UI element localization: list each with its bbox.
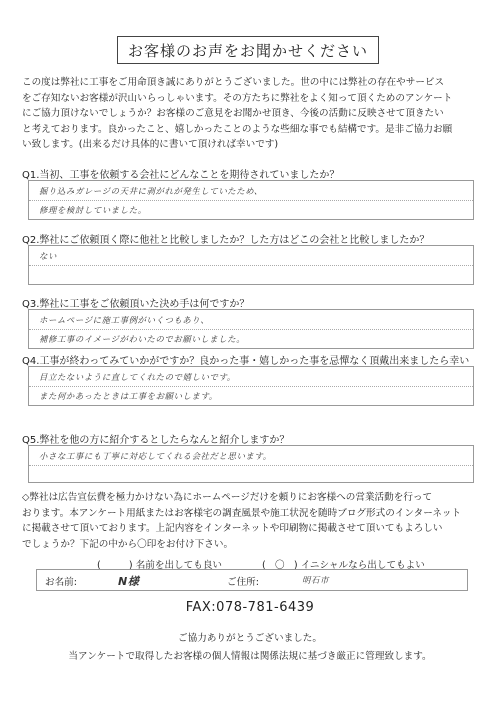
consent-option-initials-paren: (: [262, 560, 266, 571]
notice-line: ◇弊社は広告宣伝費を極力かけない為にホームページだけを頼りにお客様への営業活動を行って: [22, 492, 433, 503]
consent-option-name-paren: ): [128, 560, 133, 571]
question-1-answer-line-1: 掘り込みガレージの天井に剥がれが発生していたため、: [39, 186, 263, 196]
question-4-answer-line-2: また何かあったときは工事をお願いします。: [39, 391, 218, 401]
question-4-label: Q4.工事が終わってみていかがですか？良かった事・嬉しかった事を忌憚なく頂戴出来ましたら幸い: [22, 356, 470, 367]
question-2-label: Q2.弊社にご依頼頂く際に他社と比較しましたか？した方はどこの会社と比較しましたか？: [22, 235, 430, 246]
intro-line: この度は弊社に工事をご用命頂き誠にありがとうございました。世の中には弊社の存在やサービス: [22, 77, 445, 88]
question-3-label: Q3.弊社に工事をご依頼頂いた決め手は何ですか？: [22, 299, 250, 310]
name-label: お名前:: [45, 577, 78, 588]
question-5-label: Q5.弊社を他の方に紹介するとしたらなんと紹介しますか？: [22, 435, 290, 446]
answer-divider: [29, 265, 473, 266]
notice-line: でしょうか？下記の中から〇印をお付け下さい。: [22, 538, 234, 550]
fax-number: FAX:078-781-6439: [185, 600, 315, 615]
question-1-answer-line-2: 修理を検討していました。: [39, 205, 147, 215]
question-5-answer-line-1: 小さな工事にも丁寧に対応してくれる会社だと思います。: [39, 451, 272, 461]
question-3-answer-box[interactable]: [28, 309, 474, 349]
thanks-text: ご協力ありがとうございました。: [178, 633, 322, 644]
answer-divider: [29, 465, 473, 466]
question-2-answer-box[interactable]: [28, 245, 474, 285]
name-value: N様: [118, 575, 140, 588]
intro-text: [22, 75, 482, 153]
privacy-text: 当アンケートで取得したお客様の個人情報は関係法規に基づき厳正に管理致します。: [68, 651, 432, 662]
question-3-answer-line-2: 補修工事のイメージがわいたのでお願いしました。: [39, 334, 246, 344]
question-4-answer-line-1: 目立たないように直してくれたので嬉しいです。: [39, 372, 236, 382]
answer-divider: [29, 329, 473, 330]
consent-option-initials-mark: 〇: [275, 560, 285, 571]
consent-option-initials-text: イニシャルなら出してもよい: [300, 560, 425, 571]
publication-notice: [22, 490, 482, 552]
consent-option-initials-paren: ): [293, 560, 298, 571]
notice-line: に掲載させて頂いております。上記内容をインターネットや印刷物に掲載させて頂いてもよろしい: [22, 523, 443, 534]
consent-option-name-text: 名前を出しても良い: [135, 560, 223, 571]
question-3-answer-line-1: ホームページに施工事例がいくつもあり、: [39, 315, 210, 325]
intro-line: をご存知ないお客様が沢山いらっしゃいます。その方たちに弊社をよく知って頂くためのアンケート: [22, 92, 453, 104]
intro-line: い致します。(出来るだけ具体的に書いて頂ければ幸いです): [22, 139, 279, 150]
question-2-answer-line-1: ない: [39, 251, 57, 261]
notice-line: おります。本アンケート用紙またはお客様宅の調査風景や施工状況を随時ブログ形式のインターネット: [22, 507, 462, 519]
question-1-label: Q1.当初、工事を依頼する会社にどんなことを期待されていましたか？: [22, 170, 340, 181]
question-4-answer-box[interactable]: [28, 366, 474, 406]
answer-divider: [29, 386, 473, 387]
address-value: 明石市: [302, 575, 329, 585]
answer-divider: [29, 200, 473, 201]
intro-line: と考えております。良かったこと、嬉しかったことのような些細な事でも結構です。是非ご協力お願: [22, 123, 453, 135]
consent-option-name-paren: (: [97, 560, 101, 571]
question-1-answer-box[interactable]: [28, 180, 474, 220]
question-5-answer-box[interactable]: [28, 445, 474, 483]
page-title: [117, 36, 379, 64]
intro-line: にご協力頂けないでしょうか？お客様のご意見をお聞かせ頂き、今後の活動に反映させて頂きたい: [22, 108, 444, 119]
address-label: ご住所:: [227, 577, 260, 588]
page-title-text: お客様のお声をお聞かせください: [127, 41, 368, 60]
